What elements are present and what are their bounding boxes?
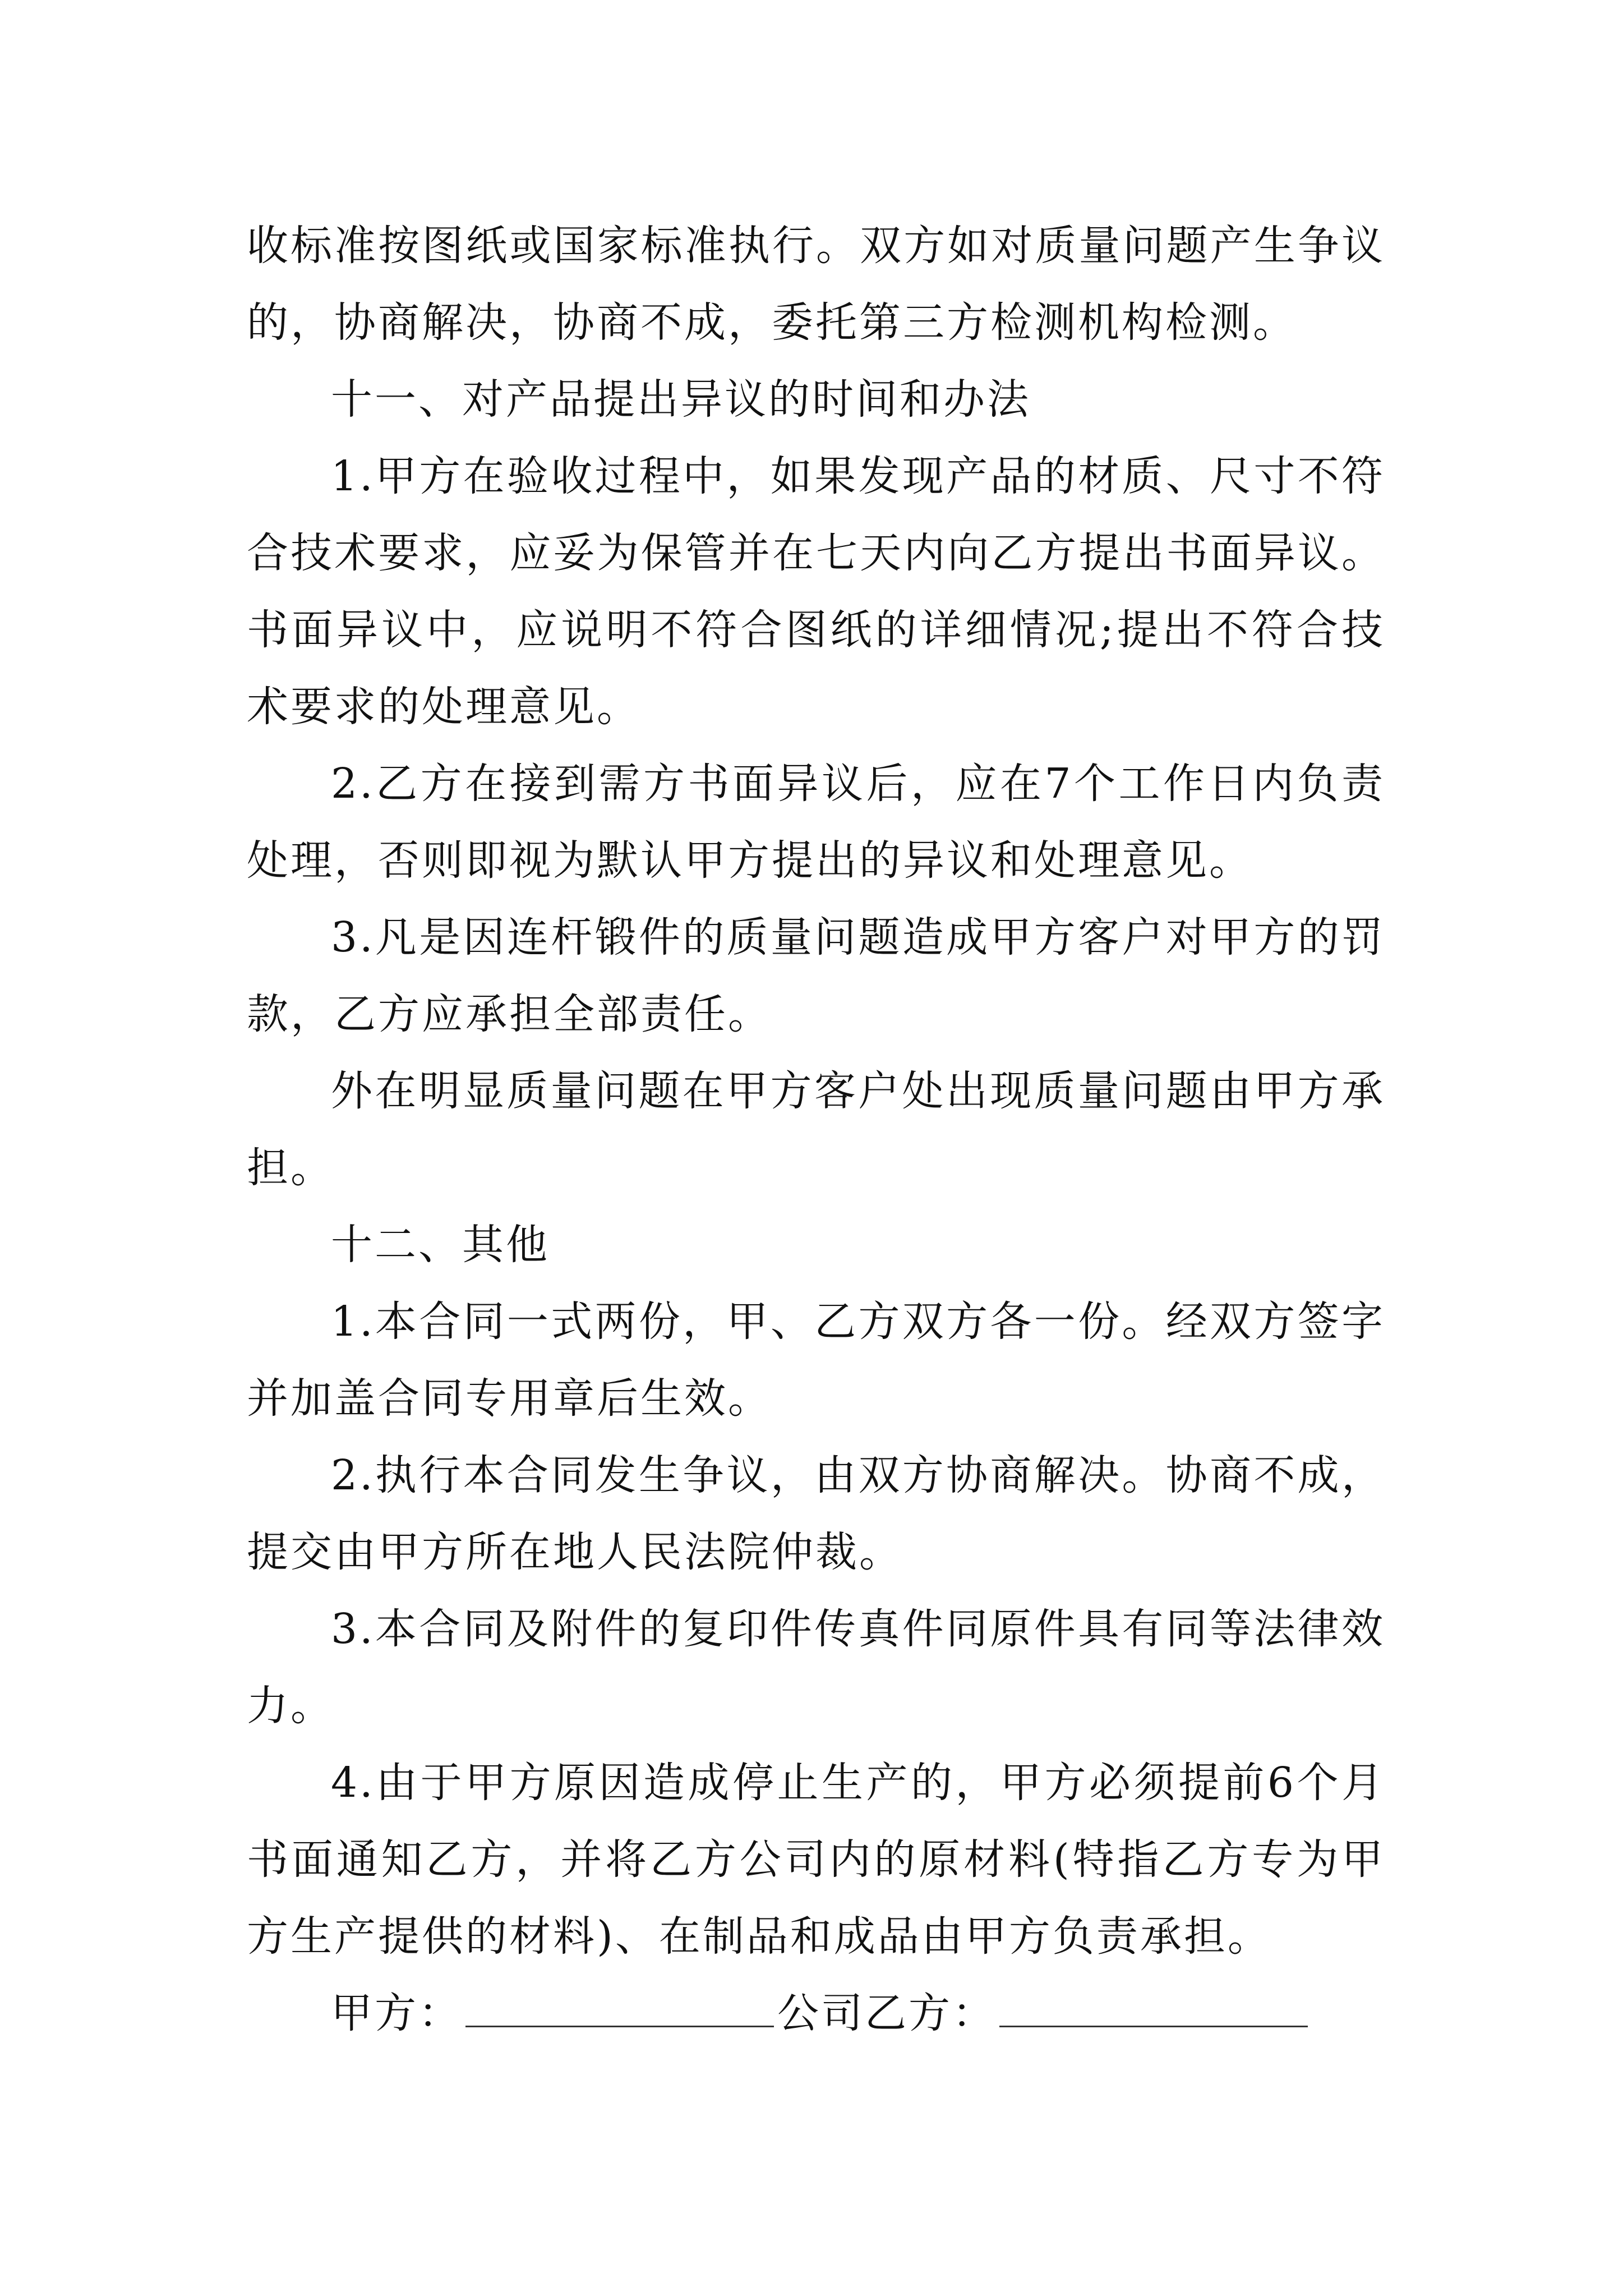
signature-line — [247, 1975, 1385, 2052]
paragraph-11-3: 3.凡是因连杆锻件的质量问题造成甲方客户对甲方的罚款，乙方应承担全部责任。 — [247, 913, 1385, 1038]
paragraph-11-2: 2.乙方在接到需方书面异议后，应在7个工作日内负责处理，否则即视为默认甲方提出的异议和处理意见。 — [247, 760, 1385, 885]
paragraph-1: 收标准按图纸或国家标准执行。双方如对质量问题产生争议的，协商解决，协商不成，委托第三方检测机构检测。 — [247, 222, 1385, 347]
party-b-label: 公司乙方： — [777, 1989, 996, 2037]
party-a-blank[interactable] — [465, 2001, 774, 2027]
paragraph-12-4: 4.由于甲方原因造成停止生产的，甲方必须提前6个月书面通知乙方，并将乙方公司内的原材料(特指乙方专为甲方生产提供的材料)、在制品和成品由甲方负责承担。 — [247, 1759, 1385, 1961]
party-b-blank[interactable] — [999, 2001, 1308, 2027]
paragraph-12-2: 2.执行本合同发生争议，由双方协商解决。协商不成，提交由甲方所在地人民法院仲裁。 — [247, 1451, 1385, 1576]
paragraph-11-note: 外在明显质量问题在甲方客户处出现质量问题由甲方承担。 — [247, 1067, 1385, 1192]
paragraph-12-3: 3.本合同及附件的复印件传真件同原件具有同等法律效力。 — [247, 1605, 1385, 1730]
section-heading-11: 十一、对产品提出异议的时间和办法 — [331, 375, 1031, 424]
paragraph-11-1: 1.甲方在验收过程中，如果发现产品的材质、尺寸不符合技术要求，应妥为保管并在七天内向乙方提出书面异议。书面异议中，应说明不符合图纸的详细情况;提出不符合技术要求的处理意见。 — [247, 452, 1385, 731]
document-body — [247, 208, 1385, 2052]
section-heading-12: 十二、其他 — [331, 1221, 550, 1269]
paragraph-12-1: 1.本合同一式两份，甲、乙方双方各一份。经双方签字并加盖合同专用章后生效。 — [247, 1297, 1385, 1423]
party-a-label: 甲方： — [331, 1989, 462, 2037]
